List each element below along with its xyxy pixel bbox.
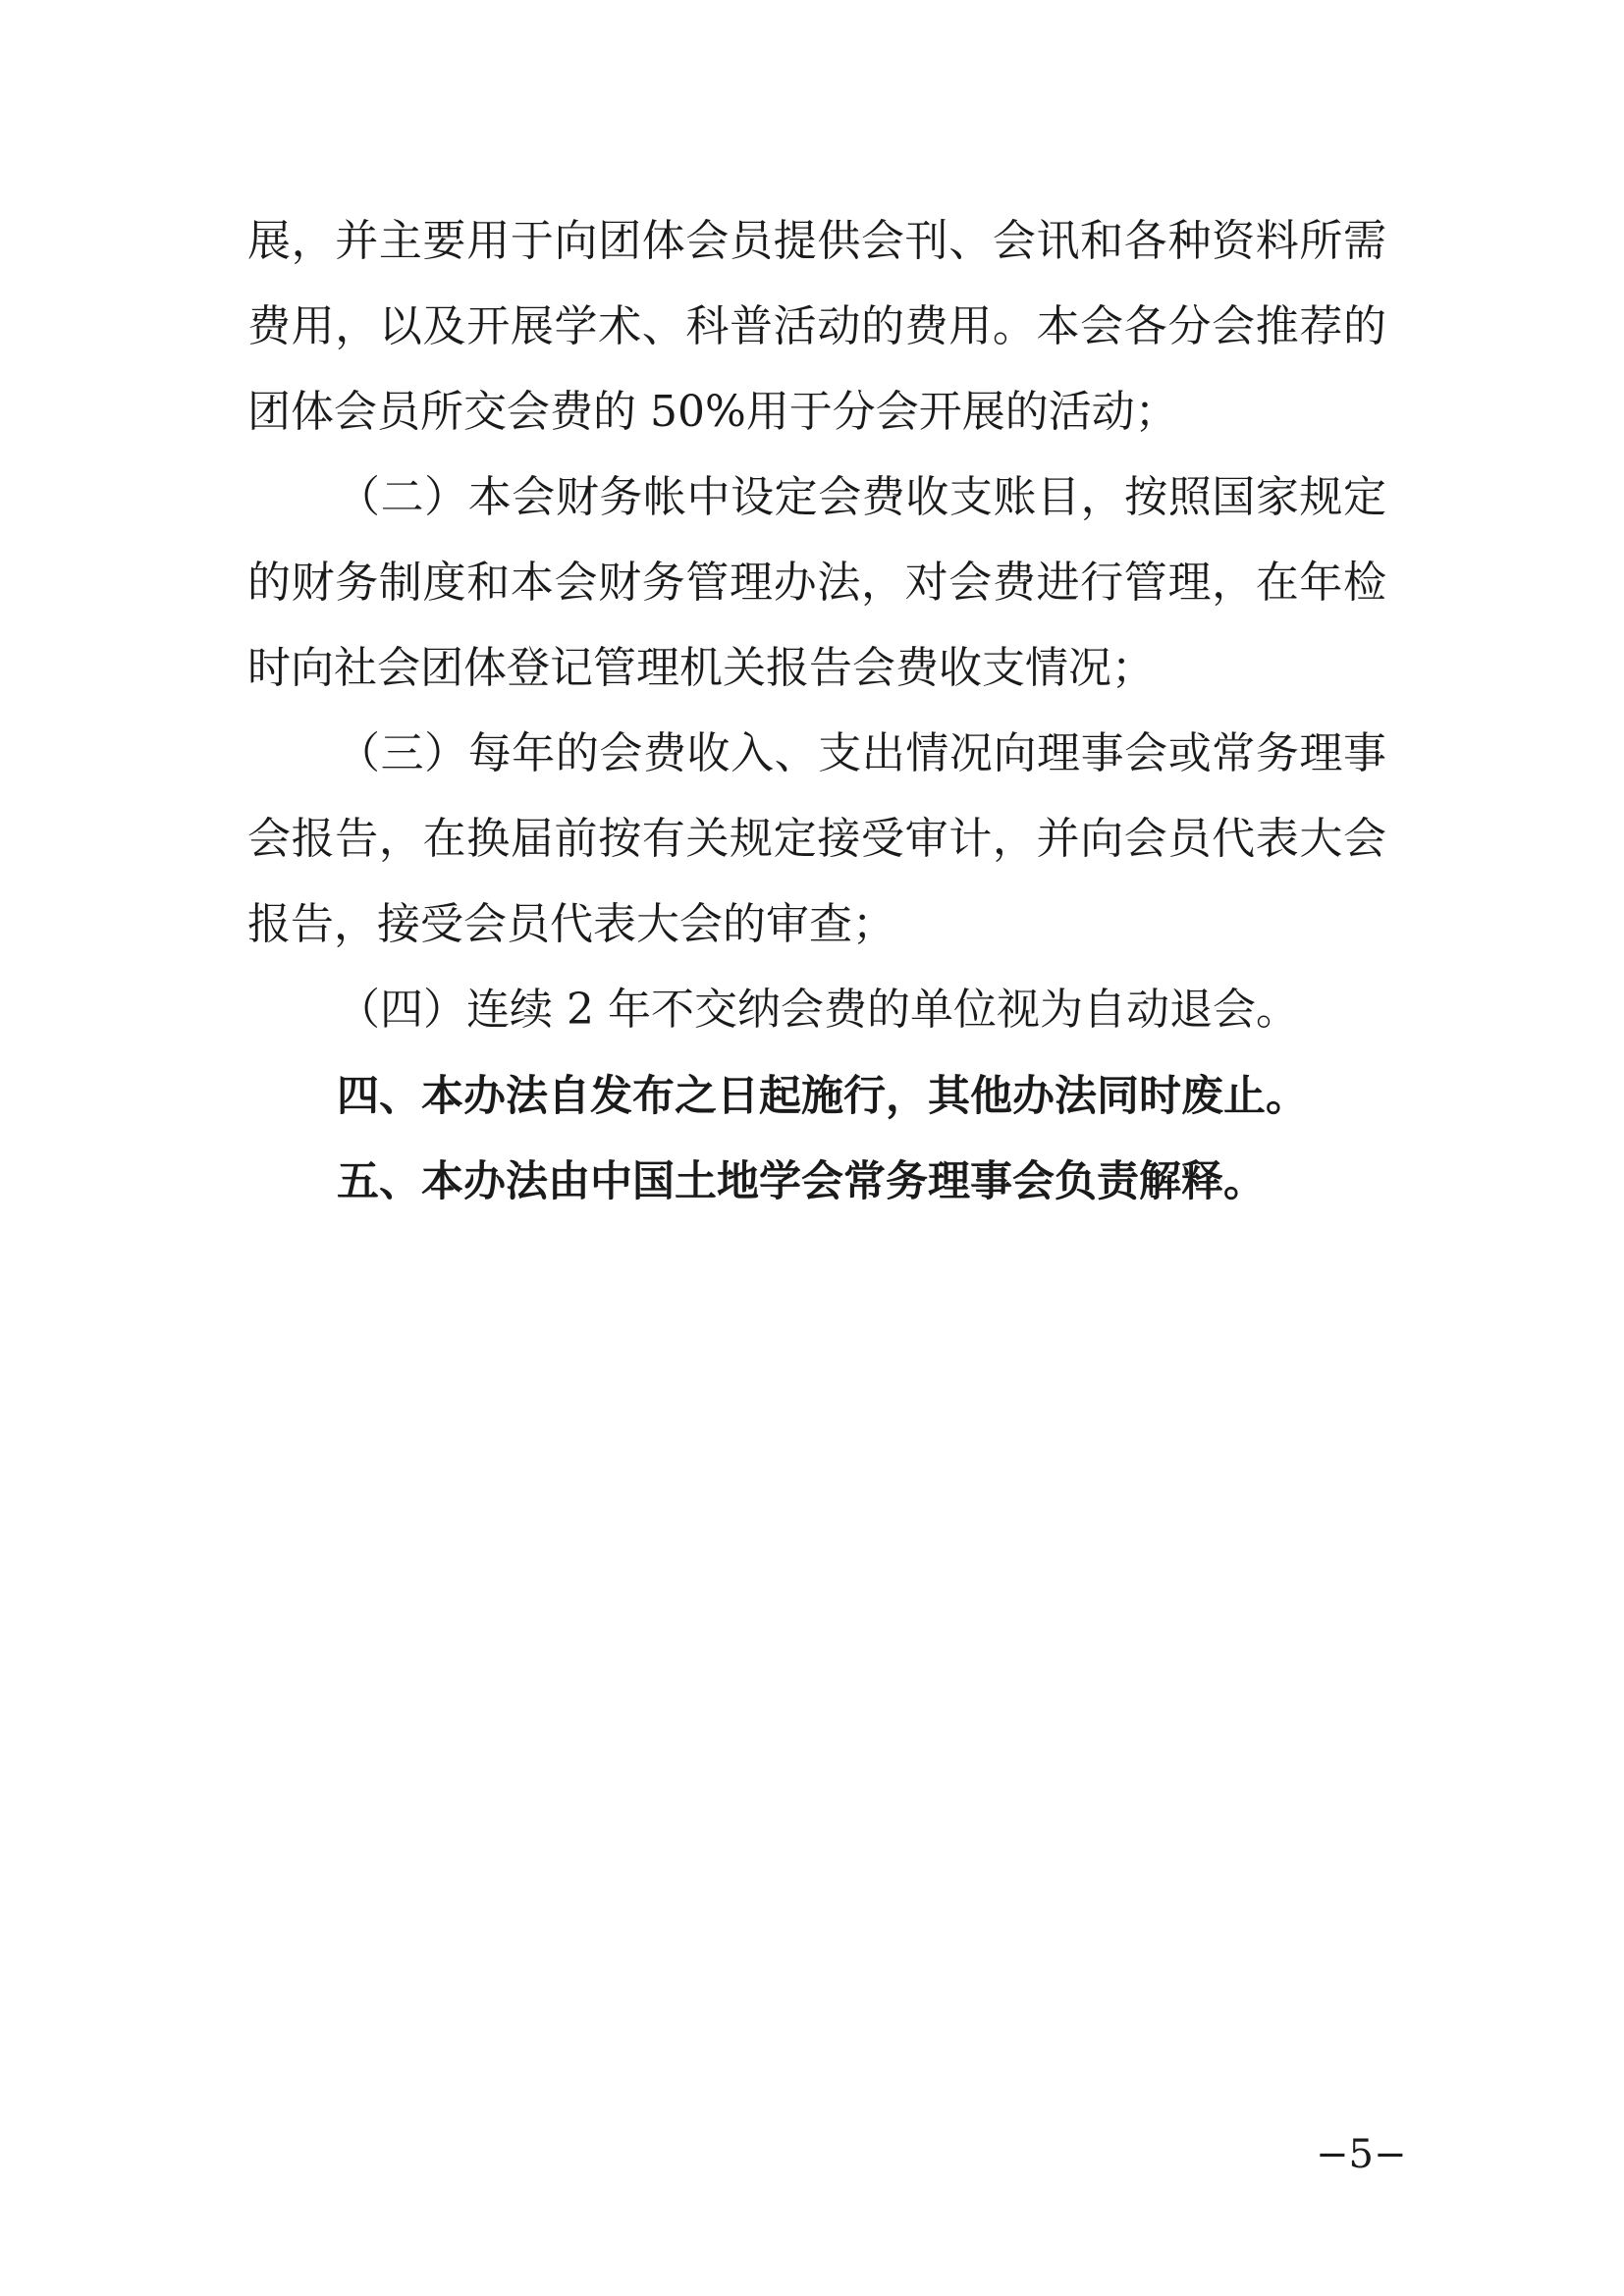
page-number: −5−	[1316, 2132, 1407, 2177]
paragraph-line: 展，并主要用于向团体会员提供会刊、会讯和各种资料所需	[247, 216, 1386, 266]
clause-four-line: （四）连续 2 年不交纳会费的单位视为自动退会。	[337, 985, 1299, 1035]
paragraph-line: 会报告，在换届前按有关规定接受审计，并向会员代表大会	[247, 814, 1386, 864]
paragraph-line: 的财务制度和本会财务管理办法，对会费进行管理，在年检	[247, 558, 1386, 608]
paragraph-line: 团体会员所交会费的 50%用于分会开展的活动；	[247, 387, 1178, 437]
paragraph-line: 报告，接受会员代表大会的审查；	[247, 899, 895, 949]
clause-three-line: （三）每年的会费收入、支出情况向理事会或常务理事	[337, 728, 1386, 778]
paragraph-line: 时向社会团体登记管理机关报告会费收支情况；	[247, 643, 1155, 693]
article-four-heading: 四、本办法自发布之日起施行，其他办法同时废止。	[337, 1072, 1308, 1121]
paragraph-line: 费用，以及开展学术、科普活动的费用。本会各分会推荐的	[247, 301, 1386, 351]
article-five-heading: 五、本办法由中国土地学会常务理事会负责解释。	[337, 1157, 1266, 1206]
clause-two-line: （二）本会财务帐中设定会费收支账目，按照国家规定	[337, 472, 1386, 522]
